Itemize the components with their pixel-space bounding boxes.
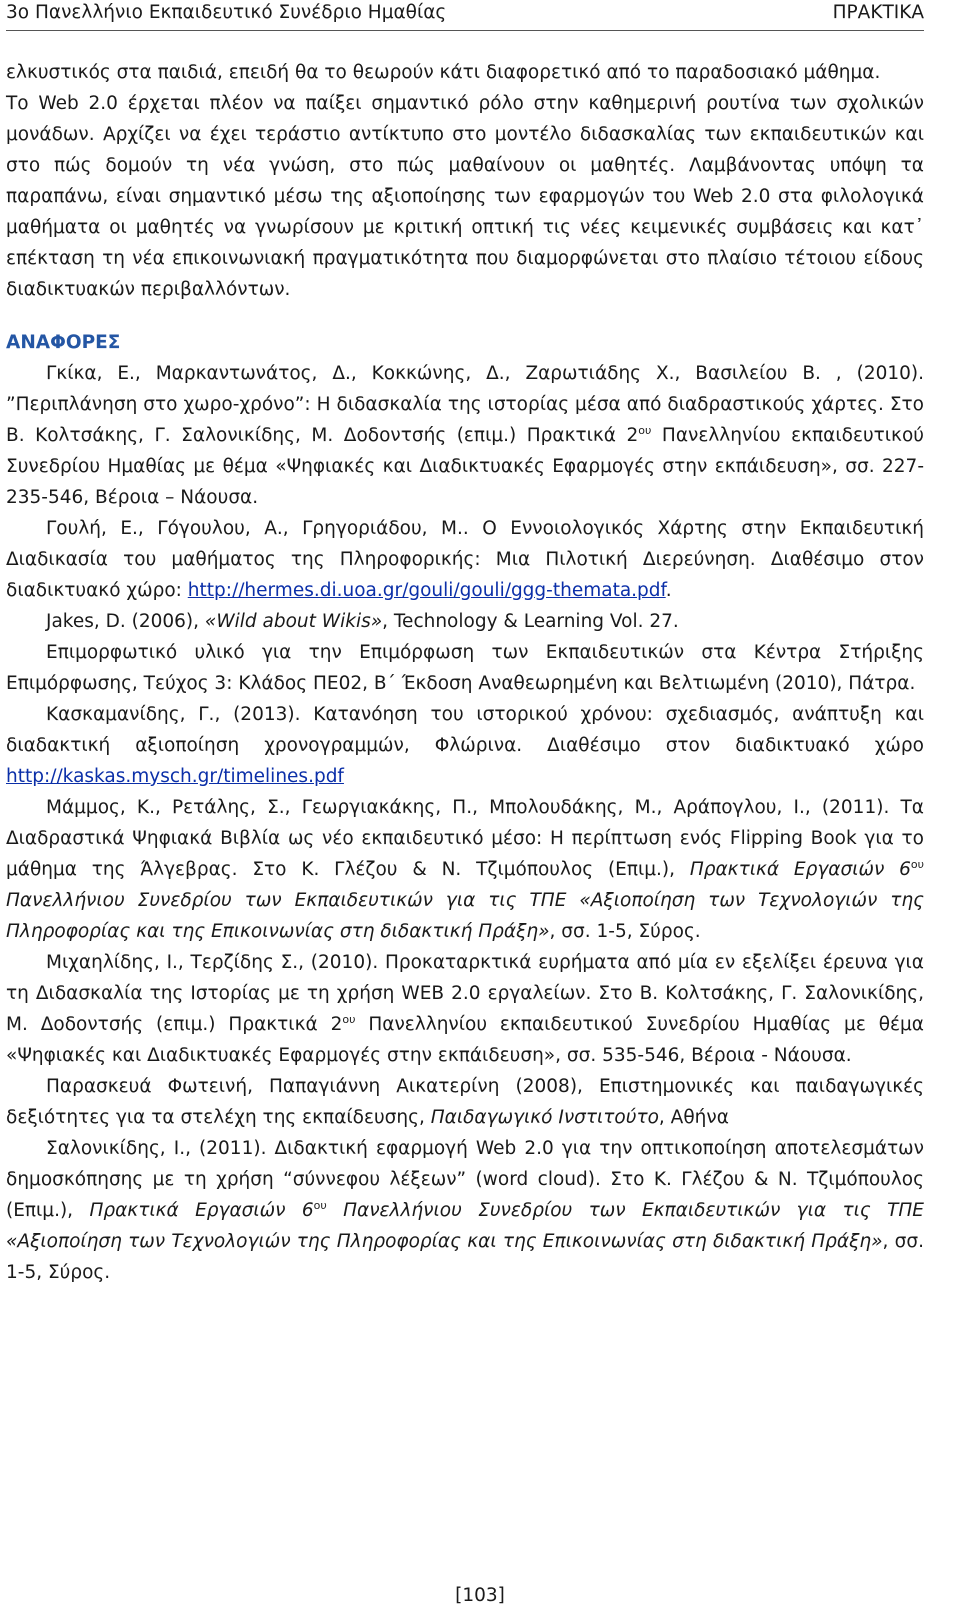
reference-item: Κασκαμανίδης, Γ., (2013). Κατανόηση του ιστορικού χρόνου: σχεδιασμός, ανάπτυξη και διαδακτική αξιοποίηση χρονογραμμών, Φλώρινα. Διαθέσιμο στον διαδικτυακό χώρο http://kaskas.mysch.gr/timelines.pdf: [6, 704, 924, 787]
intro-paragraph-2: Το Web 2.0 έρχεται πλέον να παίξει σημαντικό ρόλο στην καθημερινή ρουτίνα των σχολικών μονάδων. Αρχίζει να έχει τεράστιο αντίκτυπο στο μοντέλο διδασκαλίας των εκπαιδευτικών και στο πώς δομούν τη νέα γνώση, στο πώς μαθαίνουν οι μαθητές. Λαμβάνοντας υπόψη τα παραπάνω, είναι σημαντικό μέσω της αξιοποίησης των εφαρμογών του Web 2.0 στα φιλολογικά μαθήματα οι μαθητές να γνωρίσουν με κριτική οπτική τις νέες κειμενικές συμβάσεις και κατ᾽ επέκταση τη νέα επικοινωνιακή πραγματικότητα που διαμορφώνεται στο πλαίσιο τέτοιου είδους διαδικτυακών περιβαλλόντων.: [6, 93, 924, 300]
reference-link[interactable]: http://hermes.di.uoa.gr/gouli/gouli/ggg-themata.pdf: [187, 580, 666, 601]
reference-item: Σαλονικίδης, Ι., (2011). Διδακτική εφαρμογή Web 2.0 για την οπτικοποίηση αποτελεσμάτων δημοσκόπησης με τη χρήση “σύννεφου λέξεων” (word cloud). Στο Κ. Γλέζου & Ν. Τζιμόπουλος (Επιμ.), Πρακτικά Εργασιών $6^{o\upsilon}$ Πανελλήνιου Συνεδρίου των Εκπαιδευτικών για τις ΤΠΕ «Αξιοποίηση των Τεχνολογιών της Πληροφορίας και της Επικοινωνίας στη διδακτική Πράξη», σσ. 1-5, Σύρος.: [6, 1138, 924, 1283]
reference-item: Παρασκευά Φωτεινή, Παπαγιάννη Αικατερίνη (2008), Επιστημονικές και παιδαγωγικές δεξιότητες για τα στελέχη της εκπαίδευσης, Παιδαγωγικό Ινστιτούτο, Αθήνα: [6, 1076, 924, 1128]
reference-item: Γουλή, Ε., Γόγουλου, Α., Γρηγοριάδου, Μ.. Ο Εννοιολογικός Χάρτης στην Εκπαιδευτική Διαδικασία του μαθήματος της Πληροφορικής: Μια Πιλοτική Διερεύνηση. Διαθέσιμο στον διαδικτυακό χώρο: http://hermes.di.uoa.gr/gouli/gouli/ggg-themata.pdf.: [6, 518, 924, 601]
page-header: [6, 0, 924, 31]
reference-item: Μάμμος, Κ., Ρετάλης, Σ., Γεωργιακάκης, Π., Μπολουδάκης, Μ., Αράπογλου, Ι., (2011). Τα Διαδραστικά Ψηφιακά Βιβλία ως νέο εκπαιδευτικό μέσο: Η περίπτωση ενός Flipping Book για το μάθημα της Άλγεβρας. Στο Κ. Γλέζου & Ν. Τζιμόπουλος (Επιμ.), Πρακτικά Εργασιών $6^{o\upsilon}$ Πανελλήνιου Συνεδρίου των Εκπαιδευτικών για τις ΤΠΕ «Αξιοποίηση των Τεχνολογιών της Πληροφορίας και της Επικοινωνίας στη διδακτική Πράξη», σσ. 1-5, Σύρος.: [6, 797, 924, 942]
reference-item: Jakes, D. (2006), «Wild about Wikis», Technology & Learning Vol. 27.: [46, 611, 679, 632]
conference-title: 3ο Πανελλήνιο Εκπαιδευτικό Συνέδριο Ημαθίας: [6, 2, 447, 23]
section-label: ΠΡΑΚΤΙΚΑ: [832, 2, 924, 23]
references-heading: ΑΝΑΦΟΡΕΣ: [6, 332, 121, 353]
page-body: [6, 57, 924, 1288]
intro-paragraph-1: ελκυστικός στα παιδιά, επειδή θα το θεωρούν κάτι διαφορετικό από το παραδοσιακό μάθημα.: [6, 62, 881, 83]
reference-link[interactable]: http://kaskas.mysch.gr/timelines.pdf: [6, 766, 344, 787]
reference-item: Μιχαηλίδης, Ι., Τερζίδης Σ., (2010). Προκαταρκτικά ευρήματα από μία εν εξελίξει έρευνα για τη Διδασκαλία της Ιστορίας με τη χρήση WEB 2.0 εργαλείων. Στο Β. Κολτσάκης, Γ. Σαλονικίδης, Μ. Δοδοντσής (επιμ.) Πρακτικά $2^{o\upsilon}$ Πανελληνίου εκπαιδευτικού Συνεδρίου Ημαθίας με θέμα «Ψηφιακές και Διαδικτυακές Εφαρμογές στην εκπάιδευση», σσ. 535-546, Βέροια - Νάουσα.: [6, 952, 925, 1066]
reference-item: Γκίκα, Ε., Μαρκαντωνάτος, Δ., Κοκκώνης, Δ., Ζαρωτιάδης Χ., Βασιλείου Β. , (2010). ”Περιπλάνηση στο χωρο-χρόνο”: Η διδασκαλία της ιστορίας μέσα από διαδραστικούς χάρτες. Στο Β. Κολτσάκης, Γ. Σαλονικίδης, Μ. Δοδοντσής (επιμ.) Πρακτικά $2^{o\upsilon}$ Πανελληνίου εκπαιδευτικού Συνεδρίου Ημαθίας με θέμα «Ψηφιακές και Διαδικτυακές Εφαρμογές στην εκπάιδευση», σσ. 227-235-546, Βέροια – Νάουσα.: [6, 363, 924, 508]
page-number: [103]: [455, 1585, 505, 1606]
reference-item: Επιμορφωτικό υλικό για την Επιμόρφωση των Εκπαιδευτικών στα Κέντρα Στήριξης Επιμόρφωσης, Τεύχος 3: Κλάδος ΠΕ02, Β΄ Έκδοση Αναθεωρημένη και Βελτιωμένη (2010), Πάτρα.: [6, 642, 924, 694]
